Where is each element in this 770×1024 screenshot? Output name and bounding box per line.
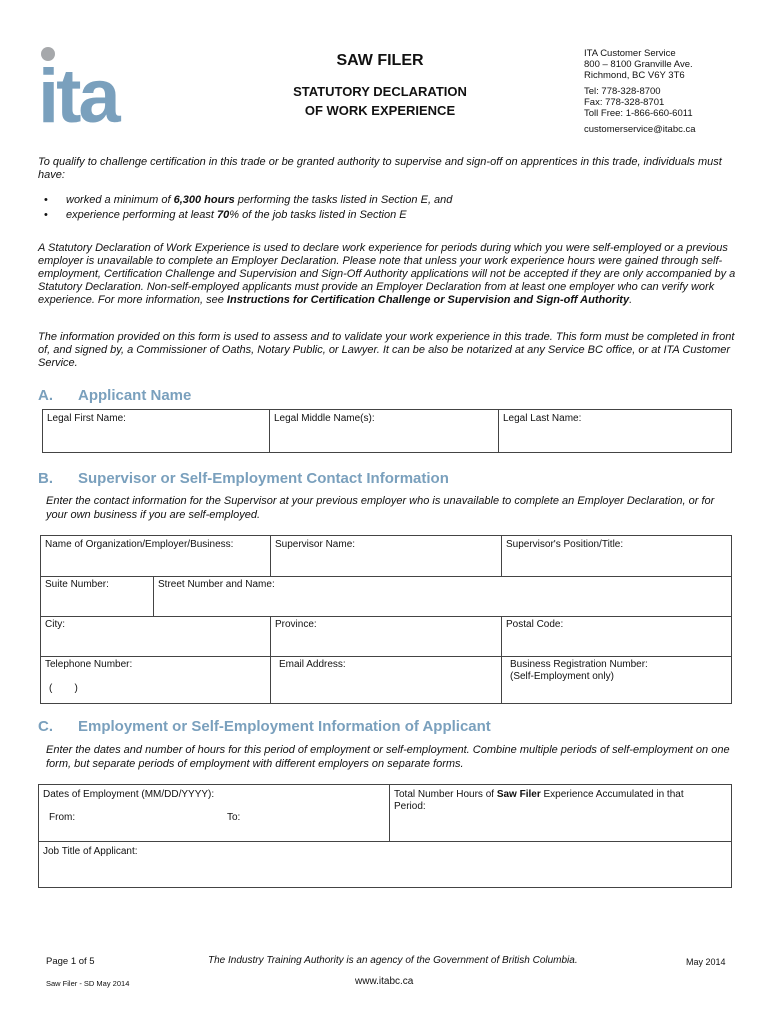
requirement-item: • experience performing at least 70% of the job tasks listed in Section E — [44, 209, 407, 221]
requirement-item: • worked a minimum of 6,300 hours performing the tasks listed in Section E, and — [44, 194, 453, 206]
contact-email[interactable]: customerservice@itabc.ca — [584, 124, 696, 135]
email-field[interactable]: Email Address: — [279, 659, 346, 670]
total-hours-field[interactable]: Total Number Hours of Saw Filer Experience Accumulated in that Period: — [394, 789, 684, 812]
intro-text: To qualify to challenge certification in this trade or be granted authority to supervise and sign-off on apprentices in this trade, individuals must have: — [38, 156, 722, 181]
contact-org: ITA Customer Service — [584, 48, 676, 59]
to-date-field[interactable]: To: — [227, 812, 241, 823]
page-number: Page 1 of 5 — [46, 956, 95, 967]
logo-text: ita — [38, 54, 118, 126]
section-c-heading: C. Employment or Self-Employment Information of Applicant — [38, 718, 491, 735]
employment-dates-label: Dates of Employment (MM/DD/YYYY): — [43, 789, 215, 800]
contact-tel: Tel: 778-328-8700 — [584, 86, 661, 97]
form-id: Saw Filer - SD May 2014 — [46, 979, 130, 988]
city-field[interactable]: City: — [45, 619, 65, 630]
section-b-heading: B. Supervisor or Self-Employment Contact Information — [38, 470, 449, 487]
province-field[interactable]: Province: — [275, 619, 317, 630]
legal-middle-name-field[interactable]: Legal Middle Name(s): — [274, 413, 375, 424]
supervisor-name-field[interactable]: Supervisor Name: — [275, 539, 356, 550]
footer-date: May 2014 — [686, 957, 726, 967]
instructions-link[interactable]: Instructions for Certification Challenge or Supervision and Sign-off Authority — [226, 294, 630, 306]
ita-logo — [38, 44, 150, 126]
section-b-description: Enter the contact information for the Supervisor at your previous employer who is unavailable to complete an Employer Declaration, or for your own business if you are self-employed. — [46, 495, 715, 521]
contact-address2: Richmond, BC V6Y 3T6 — [584, 70, 685, 81]
legal-first-name-field[interactable]: Legal First Name: — [47, 413, 126, 424]
contact-fax: Fax: 778-328-8701 — [584, 97, 665, 108]
contact-address1: 800 – 8100 Granville Ave. — [584, 59, 693, 70]
supervisor-contact-table — [40, 535, 732, 704]
requirements-list — [44, 193, 744, 223]
website-link[interactable]: www.itabc.ca — [355, 976, 414, 987]
street-field[interactable]: Street Number and Name: — [158, 579, 275, 590]
form-subtitle: STATUTORY DECLARATION OF WORK EXPERIENCE — [293, 84, 467, 118]
agency-statement: The Industry Training Authority is an agency of the Government of British Columbia. — [208, 955, 578, 966]
declaration-paragraph: A Statutory Declaration of Work Experience is used to declare work experience for periods during which you were self-employed or a previous employer is unavailable to complete an Employer Declaration. Please note that unless your work experience hours were gained through self-employment, Certification Challenge and Supervision and Sign-Off Authority applications will not be accepted if they are only accompanied by a Statutory Declaration. Non-self-employed applicants must provide an Employer Declaration from at least one employer who can verify work experience. For more information, see Instructions for Certification Challenge or Supervision and Sign-off Authority. — [38, 242, 736, 306]
telephone-field[interactable]: Telephone Number: — [45, 659, 133, 670]
job-title-field[interactable]: Job Title of Applicant: — [43, 846, 138, 857]
from-date-field[interactable]: From: — [49, 812, 76, 823]
contact-block — [584, 48, 764, 135]
employment-info-table — [38, 784, 732, 888]
organization-name-field[interactable]: Name of Organization/Employer/Business: — [45, 539, 234, 550]
legal-last-name-field[interactable]: Legal Last Name: — [503, 413, 582, 424]
section-a-heading: A. Applicant Name — [38, 387, 192, 404]
postal-code-field[interactable]: Postal Code: — [506, 619, 564, 630]
contact-toll-free: Toll Free: 1-866-660-6011 — [584, 108, 693, 119]
suite-number-field[interactable]: Suite Number: — [45, 579, 109, 590]
business-registration-field[interactable]: Business Registration Number: (Self-Employment only) — [510, 659, 648, 682]
form-title: SAW FILER — [336, 52, 424, 69]
section-c-description: Enter the dates and number of hours for this period of employment or self-employment. Combine multiple periods of self-employment on one form, but separate periods of employment with different employers on separate forms. — [46, 744, 730, 770]
information-paragraph: The information provided on this form is used to assess and to validate your work experience in this trade. This form must be completed in front of, and signed by, a Commissioner of Oaths, Notary Public, or Lawyer. It can be also be notarized at any Service BC office, or at ITA Customer Service. — [38, 331, 735, 369]
supervisor-position-field[interactable]: Supervisor's Position/Title: — [506, 539, 624, 550]
area-code-parens: ( ) — [49, 683, 78, 694]
applicant-name-table — [42, 409, 732, 453]
